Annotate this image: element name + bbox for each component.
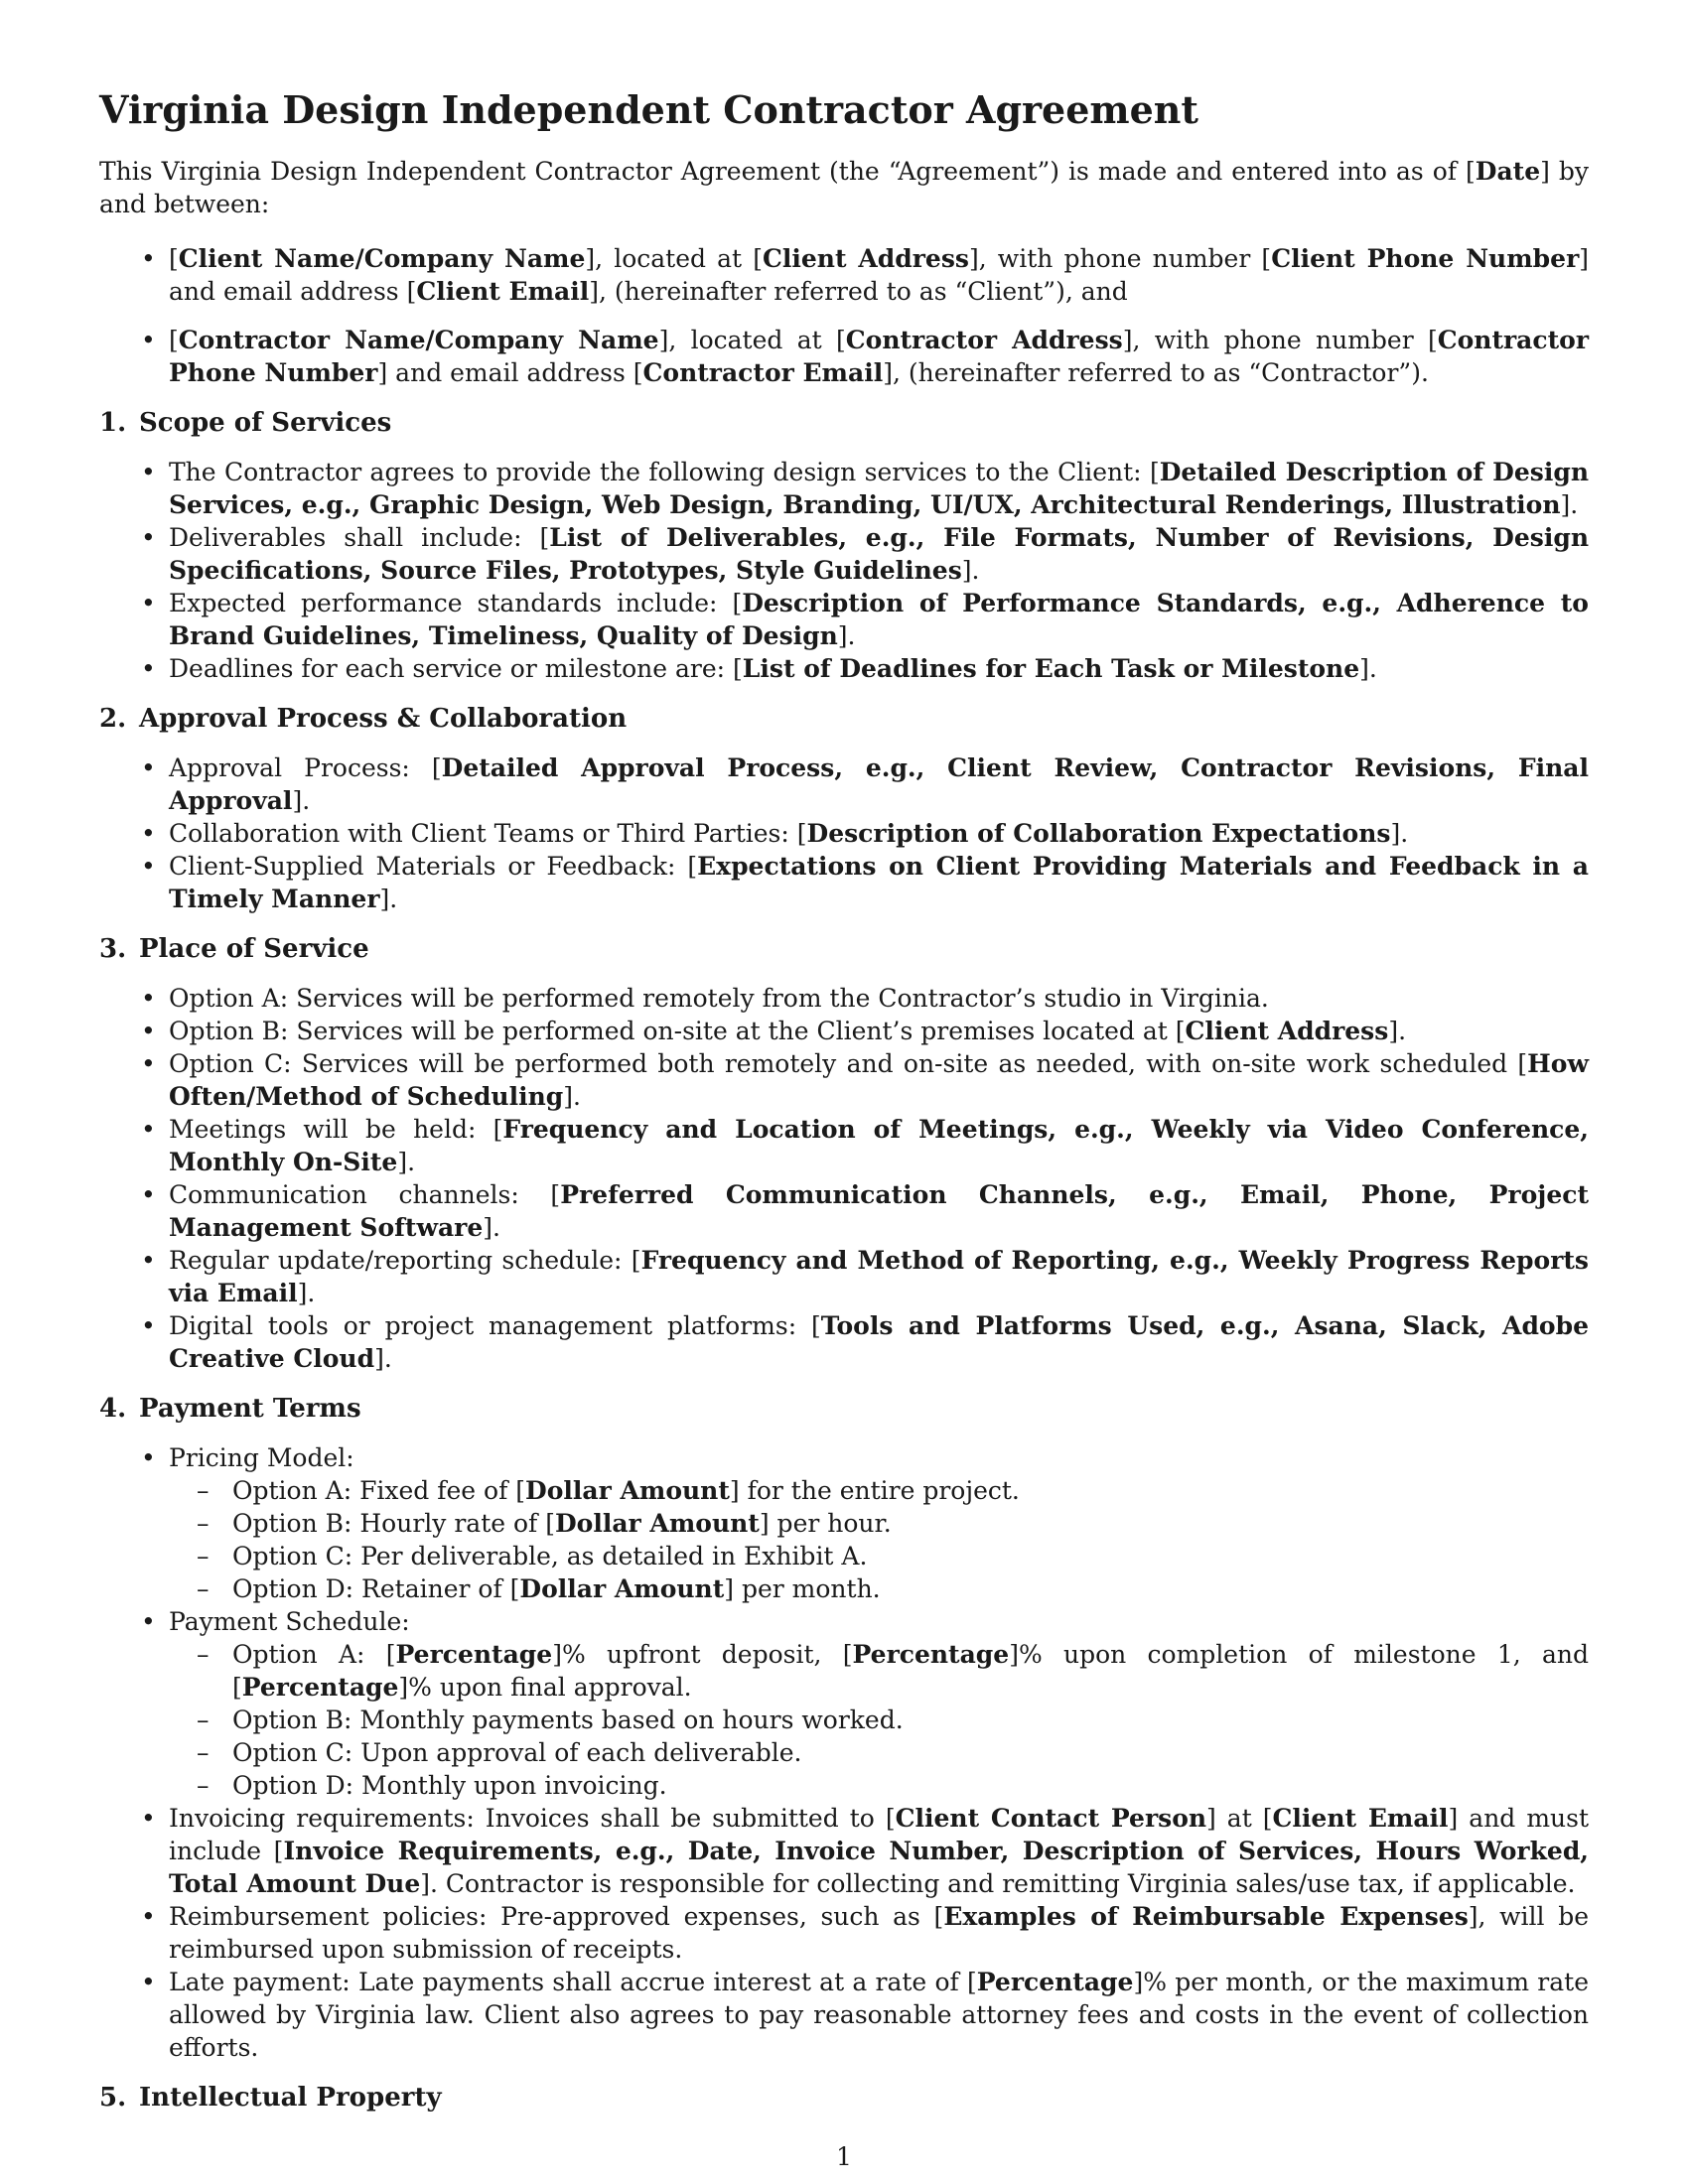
sub-list bbox=[169, 1638, 1589, 1802]
placeholder-field: Contractor Address bbox=[845, 326, 1123, 354]
clause-text: Option A: [ bbox=[232, 1640, 396, 1669]
placeholder-field: Client Email bbox=[416, 277, 590, 306]
clause-text: Option C: Per deliverable, as detailed in Exhibit A. bbox=[232, 1542, 868, 1570]
clause-text: Option A: Services will be performed remotely from the Contractor’s studio in Virginia. bbox=[169, 984, 1269, 1013]
clause-text: Pricing Model: bbox=[169, 1443, 354, 1472]
placeholder-field: Contractor Email bbox=[642, 358, 884, 387]
section-list bbox=[99, 456, 1589, 685]
section-title: Intellectual Property bbox=[139, 2083, 442, 2113]
clause-text: ] and email address [ bbox=[377, 358, 643, 387]
placeholder-field: Client Contact Person bbox=[895, 1804, 1207, 1833]
list-item bbox=[99, 1605, 1589, 1802]
clause-text: ], (hereinafter referred to as “Client”), and bbox=[589, 277, 1128, 306]
parties-list bbox=[99, 242, 1589, 389]
placeholder-field: Detailed Description of Design Services, e.g., Graphic Design, Web Design, Branding, UI/UX, Architectural Renderings, Illustration bbox=[169, 458, 1589, 519]
clause-text: ]. bbox=[397, 1148, 416, 1176]
list-item bbox=[99, 1015, 1589, 1047]
document-title: Virginia Design Independent Contractor Agreement bbox=[99, 87, 1198, 132]
list-item bbox=[99, 1047, 1589, 1113]
sub-list-item bbox=[169, 1638, 1589, 1704]
sub-list-item bbox=[169, 1474, 1589, 1507]
placeholder-field: Contractor Name/Company Name bbox=[178, 326, 659, 354]
list-item bbox=[99, 1113, 1589, 1178]
party-item bbox=[99, 242, 1589, 308]
clause-text: ] for the entire project. bbox=[729, 1476, 1020, 1505]
clause-text: ], will be reimbursed upon submission of receipts. bbox=[169, 1902, 1589, 1964]
section-number: 2. bbox=[99, 704, 127, 734]
clause-text: ]. bbox=[374, 1344, 392, 1373]
clause-text: ]. bbox=[1560, 490, 1579, 519]
clause-text: ]% upfront deposit, [ bbox=[552, 1640, 853, 1669]
party-item bbox=[99, 324, 1589, 389]
clause-text: Late payment: Late payments shall accrue interest at a rate of [ bbox=[169, 1968, 977, 1996]
section-heading bbox=[99, 2082, 1589, 2115]
clause-text: Payment Schedule: bbox=[169, 1607, 410, 1636]
placeholder-field: Client Email bbox=[1272, 1804, 1449, 1833]
sub-list-item bbox=[169, 1736, 1589, 1769]
sub-list-item bbox=[169, 1572, 1589, 1605]
clause-text: Option B: Services will be performed on-site at the Client’s premises located at [ bbox=[169, 1017, 1186, 1045]
clause-text: ] and must include [ bbox=[169, 1804, 1589, 1865]
placeholder-field: List of Deliverables, e.g., File Formats, Number of Revisions, Design Specifications, Source Files, Prototypes, Style Guidelines bbox=[169, 523, 1589, 585]
clause-text: ]. bbox=[379, 885, 398, 913]
section-heading bbox=[99, 703, 1589, 736]
placeholder-field: Percentage bbox=[976, 1968, 1134, 1996]
clause-text: ]% upon completion of milestone 1, and [ bbox=[232, 1640, 1589, 1702]
placeholder-field: Description of Performance Standards, e.g., Adherence to Brand Guidelines, Timeliness, Quality of Design bbox=[169, 589, 1589, 650]
placeholder-field: List of Deadlines for Each Task or Milestone bbox=[742, 654, 1360, 683]
placeholder-field: Client Name/Company Name bbox=[178, 244, 586, 273]
clause-text: Option C: Services will be performed both remotely and on-site as needed, with on-site work scheduled [ bbox=[169, 1049, 1528, 1078]
clause-text: ], (hereinafter referred to as “Contractor”). bbox=[883, 358, 1429, 387]
intro-text: This Virginia Design Independent Contractor Agreement (the “Agreement”) is made and entered into as of [ bbox=[99, 157, 1476, 186]
clause-text: ] per month. bbox=[724, 1574, 881, 1603]
clause-text: Digital tools or project management platforms: [ bbox=[169, 1311, 821, 1340]
placeholder-field: Frequency and Method of Reporting, e.g., Weekly Progress Reports via Email bbox=[169, 1246, 1589, 1307]
clause-text: ] and email address [ bbox=[169, 244, 1590, 306]
list-item bbox=[99, 652, 1589, 685]
clause-text: Option D: Retainer of [ bbox=[232, 1574, 520, 1603]
section-list bbox=[99, 1441, 1589, 2064]
document-page bbox=[99, 87, 1589, 2130]
clause-text: Client-Supplied Materials or Feedback: [ bbox=[169, 852, 698, 881]
placeholder-field: Dollar Amount bbox=[555, 1509, 760, 1538]
clause-text: [ bbox=[169, 244, 179, 273]
intro-text-end: ] by and between: bbox=[99, 157, 1590, 218]
list-item bbox=[99, 850, 1589, 915]
clause-text: ]. bbox=[837, 621, 856, 650]
list-item bbox=[99, 817, 1589, 850]
clause-text: ] at [ bbox=[1206, 1804, 1273, 1833]
section-list bbox=[99, 982, 1589, 1375]
list-item bbox=[99, 1244, 1589, 1309]
section-heading bbox=[99, 1393, 1589, 1426]
clause-text: ]. bbox=[1390, 819, 1409, 848]
clause-text: Expected performance standards include: [ bbox=[169, 589, 743, 617]
clause-text: ]% upon final approval. bbox=[398, 1673, 692, 1702]
sub-list-item bbox=[169, 1540, 1589, 1572]
placeholder-field: Description of Collaboration Expectations bbox=[806, 819, 1391, 848]
placeholder-field: Percentage bbox=[852, 1640, 1010, 1669]
section-title: Payment Terms bbox=[139, 1394, 361, 1424]
placeholder-field: Tools and Platforms Used, e.g., Asana, Slack, Adobe Creative Cloud bbox=[169, 1311, 1589, 1373]
placeholder-field: Frequency and Location of Meetings, e.g., Weekly via Video Conference, Monthly On-Site bbox=[169, 1115, 1589, 1176]
placeholder-field: Client Address bbox=[1185, 1017, 1389, 1045]
clause-text: ], located at [ bbox=[658, 326, 846, 354]
clause-text: ], with phone number [ bbox=[968, 244, 1272, 273]
list-item bbox=[99, 1802, 1589, 1900]
placeholder-field: Dollar Amount bbox=[525, 1476, 730, 1505]
sections bbox=[99, 407, 1589, 2115]
clause-text: Option C: Upon approval of each deliverable. bbox=[232, 1738, 802, 1767]
placeholder-field: Expectations on Client Providing Materials and Feedback in a Timely Manner bbox=[169, 852, 1589, 913]
placeholder-field: Client Phone Number bbox=[1271, 244, 1580, 273]
clause-text: ] per hour. bbox=[759, 1509, 892, 1538]
section-heading bbox=[99, 407, 1589, 440]
section-number: 5. bbox=[99, 2083, 127, 2113]
list-item bbox=[99, 1309, 1589, 1375]
section-list bbox=[99, 751, 1589, 915]
clause-text: ]% per month, or the maximum rate allowed by Virginia law. Client also agrees to pay reasonable attorney fees and costs in the event of collection efforts. bbox=[169, 1968, 1589, 2062]
placeholder-field: Detailed Approval Process, e.g., Client Review, Contractor Revisions, Final Approval bbox=[169, 753, 1589, 815]
clause-text: ]. bbox=[1388, 1017, 1407, 1045]
clause-text: The Contractor agrees to provide the following design services to the Client: [ bbox=[169, 458, 1160, 486]
list-item bbox=[99, 751, 1589, 817]
intro-paragraph bbox=[99, 155, 1589, 220]
section-number: 1. bbox=[99, 408, 127, 438]
sub-list bbox=[169, 1474, 1589, 1605]
clause-text: [ bbox=[169, 326, 179, 354]
list-item bbox=[99, 521, 1589, 587]
placeholder-field: Dollar Amount bbox=[519, 1574, 725, 1603]
list-item bbox=[99, 1966, 1589, 2064]
placeholder-field: Percentage bbox=[395, 1640, 553, 1669]
clause-text: Option B: Monthly payments based on hours worked. bbox=[232, 1706, 904, 1734]
section-title: Approval Process & Collaboration bbox=[139, 704, 628, 734]
list-item bbox=[99, 456, 1589, 521]
list-item bbox=[99, 1900, 1589, 1966]
sub-list-item bbox=[169, 1507, 1589, 1540]
clause-text: Deadlines for each service or milestone are: [ bbox=[169, 654, 743, 683]
clause-text: ], located at [ bbox=[585, 244, 763, 273]
placeholder-field: Percentage bbox=[241, 1673, 399, 1702]
clause-text: Option B: Hourly rate of [ bbox=[232, 1509, 555, 1538]
clause-text: Regular update/reporting schedule: [ bbox=[169, 1246, 641, 1275]
section-title: Place of Service bbox=[139, 934, 369, 964]
clause-text: ]. bbox=[961, 556, 980, 585]
placeholder-field: Invoice Requirements, e.g., Date, Invoice Number, Description of Services, Hours Worked, Total Amount Due bbox=[169, 1837, 1590, 1898]
sub-list-item bbox=[169, 1704, 1589, 1736]
list-item bbox=[99, 982, 1589, 1015]
page-number: 1 bbox=[836, 2142, 852, 2171]
section-title: Scope of Services bbox=[139, 408, 392, 438]
clause-text: ]. bbox=[297, 1279, 316, 1307]
clause-text: Option D: Monthly upon invoicing. bbox=[232, 1771, 667, 1800]
section-number: 3. bbox=[99, 934, 127, 964]
clause-text: Reimbursement policies: Pre-approved expenses, such as [ bbox=[169, 1902, 944, 1931]
clause-text: ]. bbox=[563, 1082, 581, 1111]
list-item bbox=[99, 1441, 1589, 1605]
clause-text: ]. bbox=[1359, 654, 1377, 683]
placeholder-field: Examples of Reimbursable Expenses bbox=[943, 1902, 1469, 1931]
clause-text: Approval Process: [ bbox=[169, 753, 442, 782]
clause-text: Option A: Fixed fee of [ bbox=[232, 1476, 526, 1505]
clause-text: Meetings will be held: [ bbox=[169, 1115, 503, 1144]
clause-text: Deliverables shall include: [ bbox=[169, 523, 550, 552]
placeholder-field: Contractor Phone Number bbox=[169, 326, 1590, 387]
clause-text: Collaboration with Client Teams or Third Parties: [ bbox=[169, 819, 807, 848]
list-item bbox=[99, 1178, 1589, 1244]
section-heading bbox=[99, 933, 1589, 966]
clause-text: ]. bbox=[483, 1213, 500, 1242]
section-number: 4. bbox=[99, 1394, 127, 1424]
intro-date-placeholder: Date bbox=[1475, 157, 1541, 186]
clause-text: Invoicing requirements: Invoices shall be submitted to [ bbox=[169, 1804, 896, 1833]
sub-list-item bbox=[169, 1769, 1589, 1802]
clause-text: ]. Contractor is responsible for collecting and remitting Virginia sales/use tax, if applicable. bbox=[420, 1869, 1576, 1898]
clause-text: ]. bbox=[292, 786, 311, 815]
placeholder-field: Client Address bbox=[762, 244, 969, 273]
list-item bbox=[99, 587, 1589, 652]
placeholder-field: Preferred Communication Channels, e.g., Email, Phone, Project Management Software bbox=[169, 1180, 1589, 1242]
placeholder-field: How Often/Method of Scheduling bbox=[169, 1049, 1589, 1111]
clause-text: Communication channels: [ bbox=[169, 1180, 561, 1209]
clause-text: ], with phone number [ bbox=[1122, 326, 1438, 354]
